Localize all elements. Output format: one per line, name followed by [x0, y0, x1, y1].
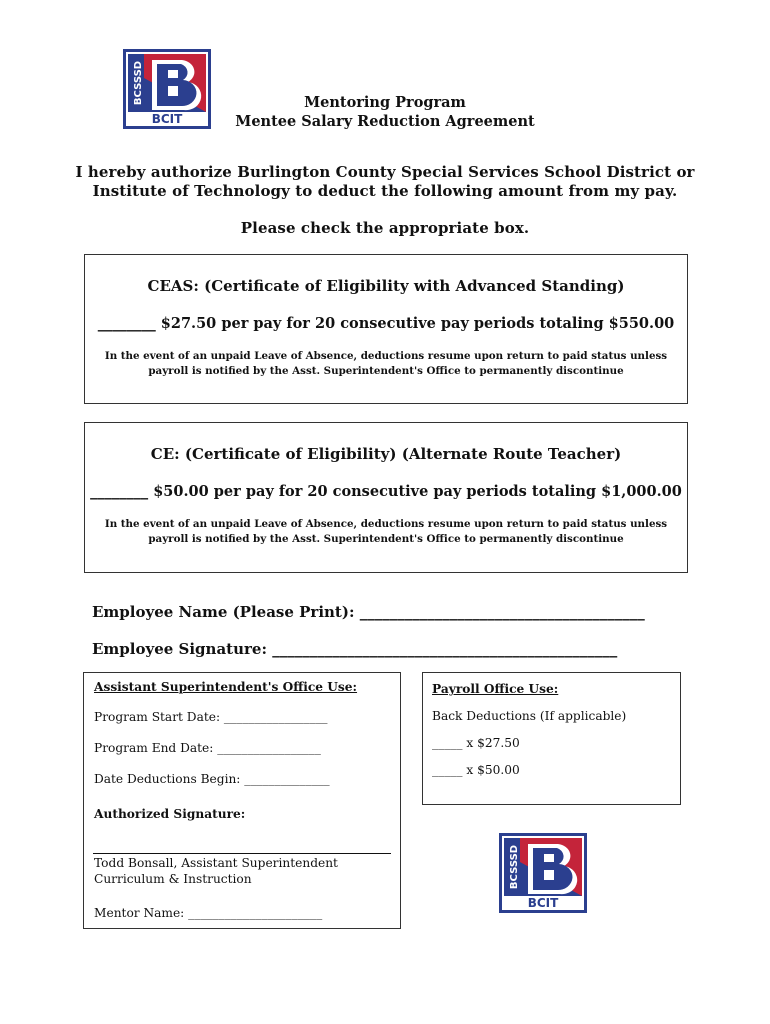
mentor-name-field[interactable]: Mentor Name: ______________________ [94, 906, 323, 920]
program-end-date-field[interactable]: Program End Date: _________________ [94, 741, 321, 755]
svg-text:BCSSSD: BCSSSD [133, 60, 144, 106]
ceas-note-line-2: payroll is notified by the Asst. Superintendent's Office to permanently discontinue [148, 365, 624, 377]
bcssd-logo-graphic [498, 832, 588, 914]
authorization-line-2: Institute of Technology to deduct the following amount from my pay. [92, 182, 678, 200]
employee-name-field[interactable]: Employee Name (Please Print): ______________________________________ [92, 603, 645, 621]
employee-signature-field[interactable]: Employee Signature: ______________________________________________ [92, 640, 618, 658]
program-title: Mentoring Program [304, 94, 466, 111]
ceas-heading: CEAS: (Certificate of Eligibility with Advanced Standing) [147, 277, 625, 295]
ce-note-line-2: payroll is notified by the Asst. Superintendent's Office to permanently discontinue [148, 533, 624, 545]
asst-superintendent-panel [83, 672, 401, 929]
back-deduction-50-00[interactable]: _____ x $50.00 [432, 763, 520, 777]
payroll-office-heading: Payroll Office Use: [432, 682, 559, 696]
signer-name: Todd Bonsall, Assistant Superintendent [94, 856, 338, 870]
asst-office-heading: Assistant Superintendent's Office Use: [94, 680, 358, 694]
authorized-signature-label: Authorized Signature: [94, 807, 246, 821]
bcssd-logo-bottom [498, 832, 588, 914]
deductions-begin-field[interactable]: Date Deductions Begin: ______________ [94, 772, 330, 786]
ce-option-box [84, 422, 688, 573]
ceas-amount-line[interactable]: ________ $27.50 per pay for 20 consecutive pay periods totaling $550.00 [97, 315, 675, 332]
back-deductions-label: Back Deductions (If applicable) [432, 709, 627, 723]
program-start-date-field[interactable]: Program Start Date: _________________ [94, 710, 328, 724]
back-deduction-27-50[interactable]: _____ x $27.50 [432, 736, 520, 750]
svg-text:BCIT: BCIT [527, 896, 559, 910]
signer-title: Curriculum & Instruction [94, 872, 252, 886]
ceas-option-box [84, 254, 688, 404]
ceas-note-line-1: In the event of an unpaid Leave of Absence, deductions resume upon return to paid status unless [104, 350, 668, 362]
svg-text:BCIT: BCIT [151, 112, 183, 126]
authorized-signature-line[interactable] [93, 853, 391, 854]
ce-amount-line[interactable]: ________ $50.00 per pay for 20 consecutive pay periods totaling $1,000.00 [90, 483, 682, 500]
payroll-office-panel [422, 672, 681, 805]
authorization-line-1: I hereby authorize Burlington County Special Services School District or [75, 163, 695, 181]
ce-note-line-1: In the event of an unpaid Leave of Absence, deductions resume upon return to paid status unless [104, 518, 668, 530]
ce-heading: CE: (Certificate of Eligibility) (Alternate Route Teacher) [150, 445, 622, 463]
svg-text:BCSSSD: BCSSSD [509, 844, 520, 890]
agreement-title: Mentee Salary Reduction Agreement [235, 113, 535, 130]
check-instruction: Please check the appropriate box. [240, 219, 530, 237]
